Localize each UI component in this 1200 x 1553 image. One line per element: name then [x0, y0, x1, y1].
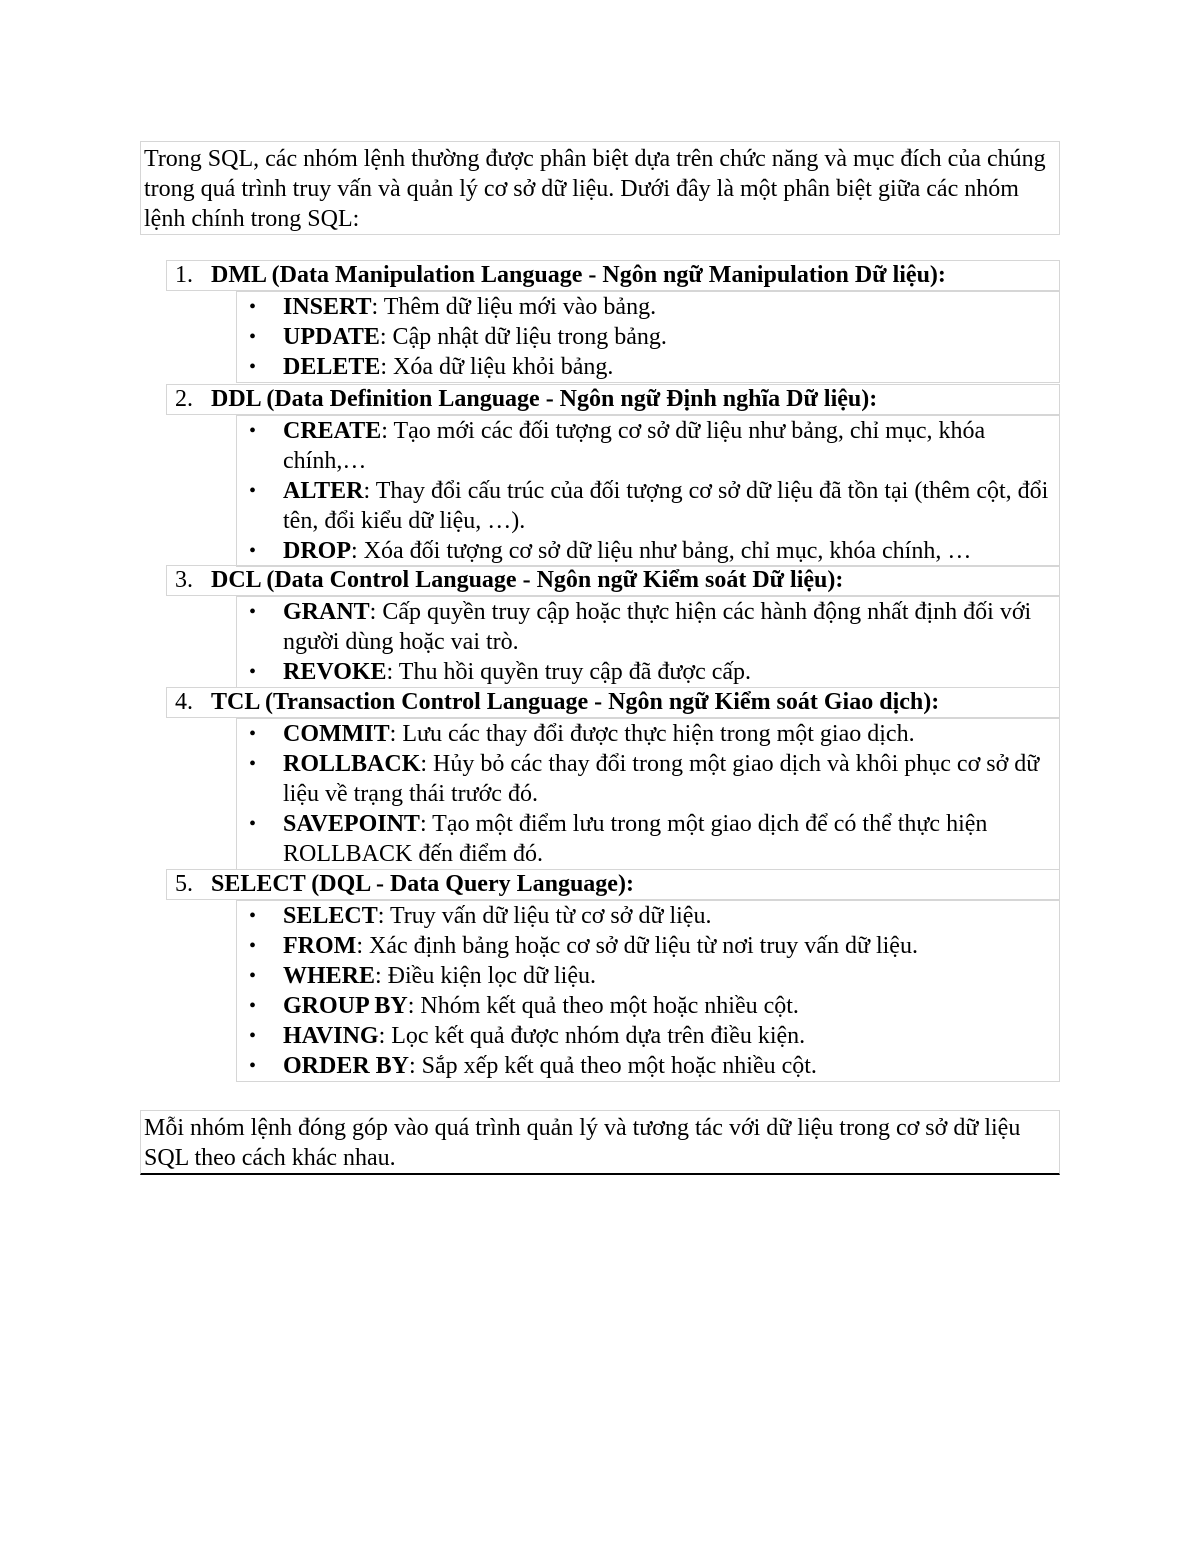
command-description: : Thay đổi cấu trúc của đối tượng cơ sở dữ liệu đã tồn tại (thêm cột, đổi tên, đổi kiểu dữ liệu, …). — [283, 478, 1049, 534]
command-term: HAVING — [283, 1023, 379, 1049]
command-term: SAVEPOINT — [283, 811, 420, 837]
list-item — [237, 749, 1059, 809]
section-list-tcl — [236, 718, 1060, 870]
command-description: : Điều kiện lọc dữ liệu. — [375, 963, 596, 989]
list-item — [237, 292, 1059, 322]
bullet-icon: • — [249, 601, 257, 623]
command-term: UPDATE — [283, 324, 380, 350]
outro-paragraph: Mỗi nhóm lệnh đóng góp vào quá trình quản lý và tương tác với dữ liệu trong cơ sở dữ liệu SQL theo cách khác nhau. — [140, 1110, 1060, 1175]
command-term: FROM — [283, 933, 357, 959]
command-description: : Thu hồi quyền truy cập đã được cấp. — [386, 659, 752, 685]
command-description: : Tạo mới các đối tượng cơ sở dữ liệu như bảng, chỉ mục, khóa chính,… — [283, 418, 986, 474]
list-item — [237, 416, 1059, 476]
bullet-icon: • — [249, 296, 257, 318]
command-term: COMMIT — [283, 721, 390, 747]
bullet-icon: • — [249, 723, 257, 745]
bullet-icon: • — [249, 480, 257, 502]
bullet-icon: • — [249, 540, 257, 562]
bullet-icon: • — [249, 1025, 257, 1047]
section-number: 4. — [175, 689, 193, 715]
command-description: : Lưu các thay đổi được thực hiện trong một giao dịch. — [389, 721, 915, 747]
section-number: 2. — [175, 386, 193, 412]
list-item — [237, 536, 1059, 566]
bullet-icon: • — [249, 356, 257, 378]
command-description: : Hủy bỏ các thay đổi trong một giao dịch và khôi phục cơ sở dữ liệu về trạng thái trước đó. — [283, 751, 1040, 807]
command-term: GROUP BY — [283, 993, 408, 1019]
list-item — [237, 1051, 1059, 1081]
bullet-icon: • — [249, 661, 257, 683]
command-description: : Nhóm kết quả theo một hoặc nhiều cột. — [407, 993, 799, 1019]
section-number: 5. — [175, 871, 193, 897]
bullet-icon: • — [249, 420, 257, 442]
section-list-dcl — [236, 596, 1060, 688]
bullet-icon: • — [249, 753, 257, 775]
command-term: WHERE — [283, 963, 376, 989]
command-description: : Xóa đối tượng cơ sở dữ liệu như bảng, chỉ mục, khóa chính, … — [351, 538, 972, 564]
bullet-icon: • — [249, 965, 257, 987]
list-item — [237, 352, 1059, 382]
command-term: SELECT — [283, 903, 378, 929]
section-list-ddl — [236, 415, 1060, 567]
command-description: : Lọc kết quả được nhóm dựa trên điều kiện. — [378, 1023, 806, 1049]
command-description: : Xác định bảng hoặc cơ sở dữ liệu từ nơi truy vấn dữ liệu. — [356, 933, 918, 959]
section-title: DML (Data Manipulation Language - Ngôn ngữ Manipulation Dữ liệu): — [211, 262, 946, 288]
command-term: DELETE — [283, 354, 381, 380]
command-description: : Thêm dữ liệu mới vào bảng. — [371, 294, 657, 320]
bullet-icon: • — [249, 1055, 257, 1077]
command-term: DROP — [283, 538, 351, 564]
command-term: CREATE — [283, 418, 382, 444]
command-term: ROLLBACK — [283, 751, 421, 777]
bullet-icon: • — [249, 995, 257, 1017]
list-item — [237, 322, 1059, 352]
list-item — [237, 809, 1059, 869]
section-title: DCL (Data Control Language - Ngôn ngữ Kiểm soát Dữ liệu): — [211, 567, 844, 593]
list-item — [237, 961, 1059, 991]
bullet-icon: • — [249, 935, 257, 957]
command-term: GRANT — [283, 599, 370, 625]
list-item — [237, 657, 1059, 687]
section-list-dql — [236, 900, 1060, 1082]
command-term: ALTER — [283, 478, 364, 504]
command-description: : Truy vấn dữ liệu từ cơ sở dữ liệu. — [377, 903, 712, 929]
section-title: TCL (Transaction Control Language - Ngôn ngữ Kiểm soát Giao dịch): — [211, 689, 940, 715]
intro-paragraph: Trong SQL, các nhóm lệnh thường được phân biệt dựa trên chức năng và mục đích của chúng trong quá trình truy vấn và quản lý cơ sở dữ liệu. Dưới đây là một phân biệt giữa các nhóm lệnh chính trong SQL: — [140, 141, 1060, 235]
section-title: DDL (Data Definition Language - Ngôn ngữ Định nghĩa Dữ liệu): — [211, 386, 878, 412]
command-description: : Xóa dữ liệu khỏi bảng. — [380, 354, 614, 380]
section-heading-ddl — [166, 384, 1060, 415]
command-term: INSERT — [283, 294, 372, 320]
section-number: 3. — [175, 567, 193, 593]
list-item — [237, 1021, 1059, 1051]
section-title: SELECT (DQL - Data Query Language): — [211, 871, 634, 897]
bullet-icon: • — [249, 905, 257, 927]
list-item — [237, 597, 1059, 657]
section-list-dml — [236, 291, 1060, 383]
list-item — [237, 991, 1059, 1021]
section-number: 1. — [175, 262, 193, 288]
list-item — [237, 901, 1059, 931]
list-item — [237, 931, 1059, 961]
command-description: : Cấp quyền truy cập hoặc thực hiện các hành động nhất định đối với người dùng hoặc vai trò. — [283, 599, 1032, 655]
command-description: : Sắp xếp kết quả theo một hoặc nhiều cột. — [409, 1053, 817, 1079]
list-item — [237, 476, 1059, 536]
command-description: : Tạo một điểm lưu trong một giao dịch để có thể thực hiện ROLLBACK đến điểm đó. — [283, 811, 988, 867]
bullet-icon: • — [249, 813, 257, 835]
command-term: ORDER BY — [283, 1053, 410, 1079]
section-heading-dml — [166, 260, 1060, 291]
bullet-icon: • — [249, 326, 257, 348]
list-item — [237, 719, 1059, 749]
command-description: : Cập nhật dữ liệu trong bảng. — [379, 324, 667, 350]
section-heading-dcl — [166, 565, 1060, 596]
command-term: REVOKE — [283, 659, 387, 685]
section-heading-dql — [166, 869, 1060, 900]
section-heading-tcl — [166, 687, 1060, 718]
